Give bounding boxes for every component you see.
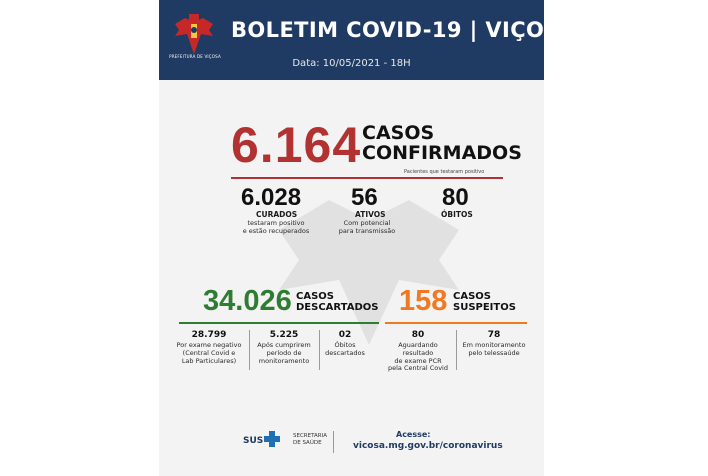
confirmed-note: Pacientes que testaram positivo [404,169,485,175]
deaths-label: ÓBITOS [441,210,473,219]
active-label: ATIVOS [355,210,386,219]
desc-line: Por exame negativo [176,341,242,349]
suspected-awaiting-desc [385,342,451,373]
cured-desc-line2: e estão recuperados [242,226,310,235]
suspected-monitoring-desc [459,342,529,358]
desc-line: (Central Covid e [182,348,236,357]
discarded-negative-desc [173,342,245,365]
confirmed-count: 6.164 [231,117,362,173]
discarded-label-line2: DESCARTADOS [296,301,379,313]
deaths-count: 80 [442,184,469,211]
page-title: BOLETIM COVID-19 | VIÇOSA (MG) [231,18,644,42]
city-crest-icon [171,10,217,58]
discarded-divider [179,322,379,324]
discarded-count: 34.026 [203,285,292,317]
discarded-monitoring-count: 5.225 [269,330,299,340]
suspected-divider [385,322,527,324]
desc-line: descartados [325,348,365,357]
access-label: Acesse: [396,430,431,439]
cured-count: 6.028 [241,184,302,211]
active-desc-line1: Com potencial [343,219,391,227]
suspected-awaiting-count: 80 [411,330,425,340]
discarded-negative-count: 28.799 [191,330,227,340]
column-divider [319,330,320,370]
desc-line: Óbitos [334,341,356,349]
desc-line: Lab Particulares) [181,356,237,365]
suspected-monitoring-count: 78 [487,330,501,340]
suspected-label-line2: SUSPEITOS [453,301,516,313]
discarded-deaths-desc [321,342,369,358]
confirmed-label-line2: CONFIRMADOS [362,141,522,164]
discarded-label-line1: CASOS [296,291,334,302]
discarded-monitoring-desc [253,342,315,365]
sus-logo-text: SUS [243,436,264,446]
desc-line: pelo telessaúde [468,348,520,357]
suspected-count: 158 [399,285,448,317]
cured-desc-line1: testaram positivo [247,219,305,227]
active-description [327,220,407,236]
desc-line: Após cumprirem [257,341,311,349]
cured-label: CURADOS [256,210,298,219]
health-cross-icon [263,430,281,448]
secretaria-line2: DE SAÚDE [293,439,322,446]
confirmed-label-line1: CASOS [362,122,435,144]
desc-line: período de [266,348,302,357]
desc-line: Em monitoramento [462,341,526,349]
footer-divider [333,431,334,453]
suspected-label-line1: CASOS [453,291,491,302]
bulletin-date: Data: 10/05/2021 - 18H [292,58,411,69]
bulletin-card [159,0,644,476]
secretaria-label [293,433,327,446]
access-url-link[interactable]: vicosa.mg.gov.br/coronavirus [353,441,503,451]
header-bar [159,0,644,80]
crest-label: PREFEITURA DE VIÇOSA [169,54,221,59]
discarded-deaths-count: 02 [338,330,352,340]
suspected-label [453,292,516,313]
column-divider [456,330,457,370]
column-divider [249,330,250,370]
active-desc-line2: para transmissão [338,226,396,235]
desc-line: de exame PCR [394,356,442,365]
cured-description [231,220,321,236]
secretaria-line1: SECRETARIA [293,433,328,439]
confirmed-label [362,124,522,164]
confirmed-divider [231,177,503,179]
desc-line: Aguardando resultado [398,341,438,357]
discarded-label [296,292,378,313]
desc-line: pela Central Covid [387,364,448,373]
active-count: 56 [351,184,378,211]
desc-line: monitoramento [258,356,310,365]
